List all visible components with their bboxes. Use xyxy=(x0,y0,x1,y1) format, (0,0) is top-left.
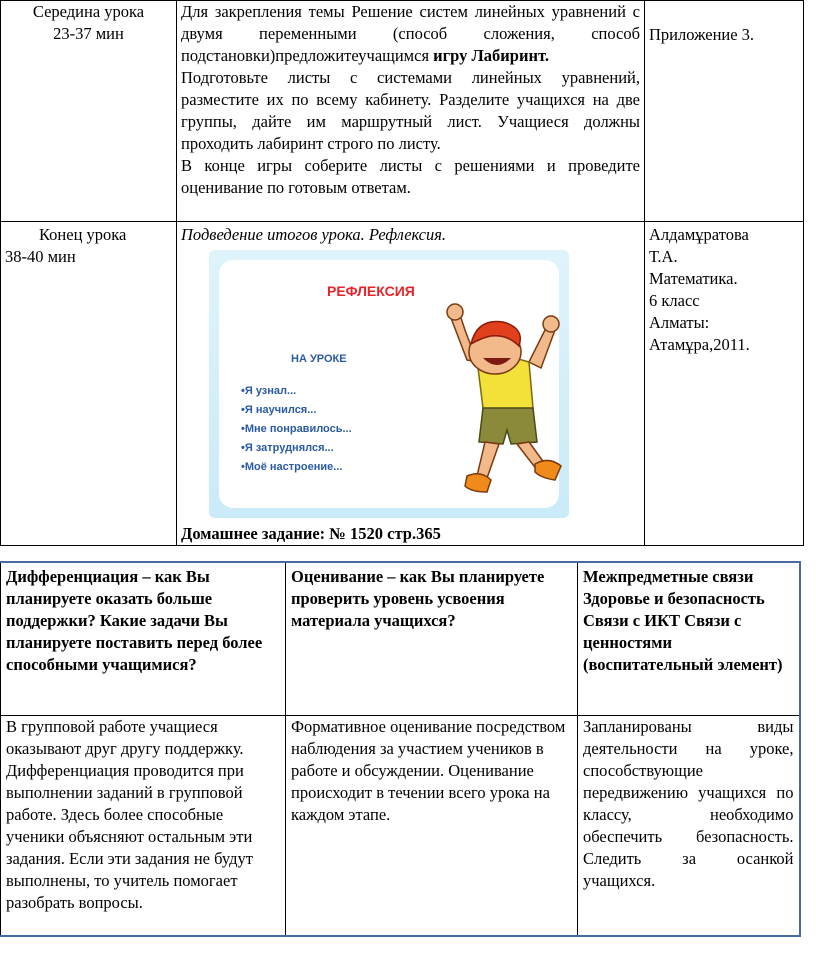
stage-label: Конец урока xyxy=(39,225,127,244)
stage-cell xyxy=(1,222,177,546)
table-cell: Формативное оценивание посредством наблюдения за участием учеников в работе и обсуждении. Оценивание происходит в течении всего урока на каждом этапе. xyxy=(286,715,578,936)
reflection-image xyxy=(209,250,569,518)
activity-cell xyxy=(177,1,645,222)
list-item: • Мне понравилось... xyxy=(241,420,352,439)
activity-paragraph: Подготовьте листы с системами линейных уравнений, разместите их по всему кабинету. Разделите учащихся на две группы, дайте им маршрутный лист. Учащиеся должны проходить лабиринт строго по листу. xyxy=(181,68,640,153)
list-item: • Я научился... xyxy=(241,401,352,420)
list-item: • Я затруднялся... xyxy=(241,439,352,458)
resource-cell xyxy=(645,1,804,222)
stage-time: 23-37 мин xyxy=(53,24,124,43)
reflection-title: РЕФЛЕКСИЯ xyxy=(327,283,415,299)
differentiation-table xyxy=(0,561,801,937)
activity-paragraph: В конце игры соберите листы с решениями и проведите оценивание по готовым ответам. xyxy=(181,156,640,197)
header-cell: Оценивание – как Вы планируете проверить уровень усвоения материала учащихся? xyxy=(286,562,578,715)
list-item: • Я узнал... xyxy=(241,382,352,401)
table-row xyxy=(1,715,800,936)
resource-cell xyxy=(645,222,804,546)
table-header-row xyxy=(1,562,800,715)
resource-line: Математика. xyxy=(649,269,738,288)
table-row xyxy=(1,1,804,222)
homework-text: Домашнее задание: № 1520 стр.365 xyxy=(181,524,441,543)
stage-label: Середина урока xyxy=(32,2,145,21)
activity-game-name: игру Лабиринт. xyxy=(433,46,549,65)
stage-cell xyxy=(1,1,177,222)
list-item: • Моё настроение... xyxy=(241,458,352,477)
resource-line: Т.А. xyxy=(649,247,678,266)
table-cell: В групповой работе учащиеся оказывают друг другу поддержку. Дифференциация проводится при выполнении заданий в групповой работе. Здесь более способные ученики объясняют остальным эти задания. Если эти задания не будут выполнены, то учитель помогает разобрать вопросы. xyxy=(1,715,286,936)
jumping-boy-illustration xyxy=(437,300,567,508)
activity-cell xyxy=(177,222,645,546)
stage-time: 38-40 мин xyxy=(5,247,76,266)
resource-line: Алматы: xyxy=(649,313,710,332)
header-cell: Межпредметные связи Здоровье и безопасность Связи с ИКТ Связи с ценностями (воспитательный элемент) xyxy=(578,562,800,715)
resource-line: Атамұра,2011. xyxy=(649,335,750,354)
resource-line: 6 класс xyxy=(649,291,700,310)
resource-line: Алдамұратова xyxy=(649,225,749,244)
resource-text: Приложение 3. xyxy=(649,25,755,44)
reflection-subtitle: НА УРОКЕ xyxy=(291,353,347,365)
activity-title: Подведение итогов урока. Рефлексия. xyxy=(181,225,447,244)
table-cell: Запланированы виды деятельности на уроке, способствующие передвижению учащихся по классу, необходимо обеспечить безопасность. Следить за осанкой учащихся. xyxy=(578,715,800,936)
activity-text: Для закрепления темы Решение систем линейных уравнений с двумя переменными (способ сложения, способ подстановки)предложитеучащимся xyxy=(181,2,640,65)
table-row xyxy=(1,222,804,546)
reflection-list xyxy=(241,382,352,477)
header-cell: Дифференциация – как Вы планируете оказать больше поддержки? Какие задачи Вы планируете поставить перед более способными учащимися? xyxy=(1,562,286,715)
